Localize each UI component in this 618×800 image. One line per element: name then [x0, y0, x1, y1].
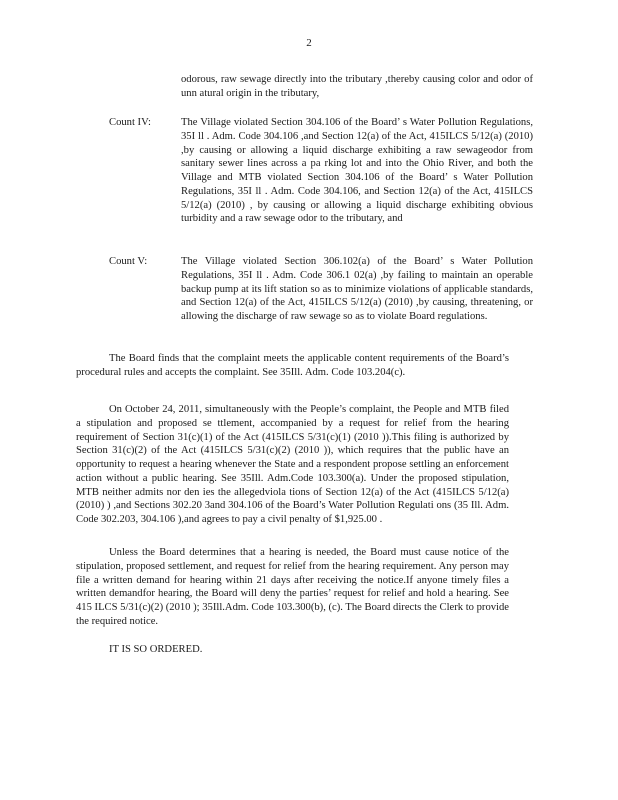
order-closing: IT IS SO ORDERED.	[109, 644, 203, 655]
count-iii-continuation: odorous, raw sewage directly into the tributary ,thereby causing color and odor of unn atural origin in the tributary,	[181, 74, 533, 99]
count-label: Count IV:	[109, 117, 151, 128]
count-text: The Village violated Section 304.106 of the Board’ s Water Pollution Regulations, 35I ll . Adm. Code 304.106 ,and Section 12(a) of the Act, 415ILCS 5/12(a) (2010) ,by causing or allowing a liquid discharge exhibiting a raw sewageodor from sanitary sewer lines across a pa rking lot and into the Ohio River, and both the Village and MTB violated Section 304.106 of the Board’ s Water Pollution Regulations, 35I ll . Adm. Code 304.106, and Section 12(a) of the Act, 415ILCS 5/12(a) (2010) , by causing or allowing a liquid discharge exhibiting obvious turbidity and a raw sewage odor to the tributary, and	[181, 117, 533, 225]
paragraph-hearing-notice: Unless the Board determines that a hearing is needed, the Board must cause notice of the stipulation, proposed settlement, and request for relief from the hearing requirement. Any person may file a written demand for hearing within 21 days after receiving the notice.If anyone timely files a written demandfor hearing, the Board will deny the parties’ request for relief and hold a hearing. See 415 ILCS 5/31(c)(2) (2010 ); 35Ill.Adm. Code 103.300(b), (c). The Board directs the Clerk to provide the required notice.	[76, 547, 509, 627]
paragraph-board-findings: The Board finds that the complaint meets the applicable content requirements of the Board’s procedural rules and accepts the complaint. See 35Ill. Adm. Code 103.204(c).	[76, 353, 509, 378]
count-v	[109, 255, 533, 324]
count-text: The Village violated Section 306.102(a) of the Board’ s Water Pollution Regulations, 35I ll . Adm. Code 306.1 02(a) ,by failing to maintain an operable backup pump at its lift station so as to minimize violations of applicable standards, and Section 12(a) of the Act, 415ILCS 5/12(a) (2010) ,by causing, threatening, or allowing the discharge of raw sewage so as to violate Board regulations.	[181, 256, 533, 323]
count-iv	[109, 116, 533, 226]
page-number: 2	[306, 37, 312, 49]
count-label: Count V:	[109, 256, 148, 267]
paragraph-stipulation: On October 24, 2011, simultaneously with the People’s complaint, the People and MTB filed a stipulation and proposed se ttlement, accompanied by a request for relief from the hearing requirement of Section 31(c)(1) of the Act (415ILCS 5/31(c)(1) (2010 )).This filing is authorized by Section 31(c)(2) of the Act (415ILCS 5/31(c)(2) (2010 )), which requires that the public have an opportunity to request a hearing whenever the State and a respondent propose settling an enforcement action without a public hearing. See 35Ill. Adm.Code 103.300(a). Under the proposed stipulation, MTB neither admits nor den ies the allegedviola tions of Section 12(a) of the Act (415ILCS 5/12(a) (2010) ) ,and Sections 302.20 3and 304.106 of the Board’s Water Pollution Regulati ons (35 Ill. Adm. Code 302.203, 304.106 ),and agrees to pay a civil penalty of $1,925.00 .	[76, 404, 509, 526]
